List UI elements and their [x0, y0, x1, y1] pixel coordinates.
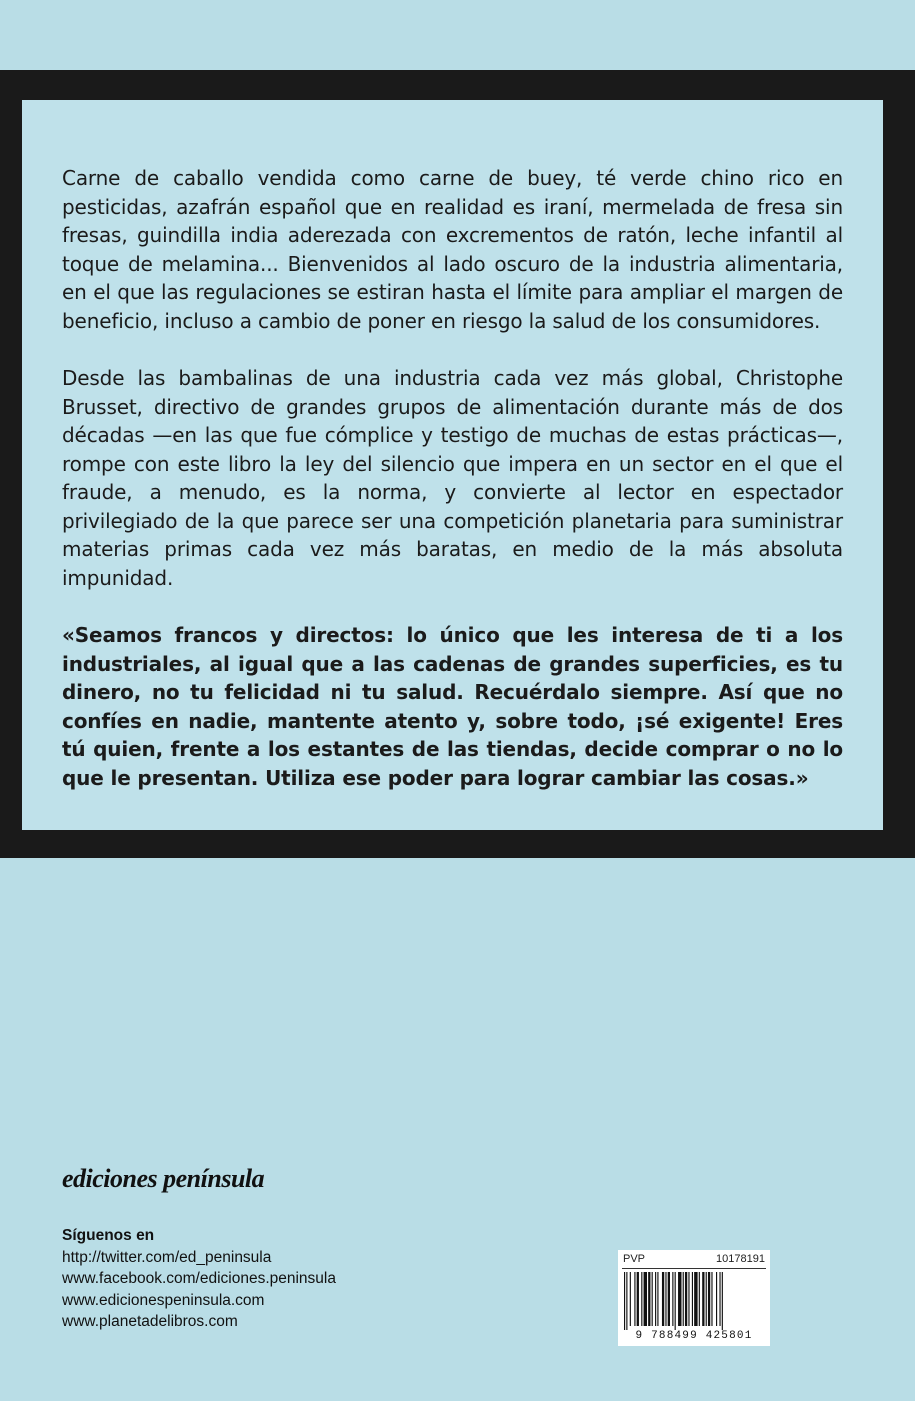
- synopsis-paragraph-2: Desde las bambalinas de una industria cada vez más global, Christophe Brusset, directivo de grandes grupos de alimentación durante más de dos décadas —en las que fue cómplice y testigo de muchas de estas prácticas—, rompe con este libro la ley del silencio que impera en un sector en el que el fraude, a menudo, es la norma, y convierte al lector en espectador privilegiado de la que parece ser una competición planetaria para suministrar materias primas cada vez más baratas, en medio de la más absoluta impunidad.: [62, 366, 843, 590]
- follow-us-block: [62, 1225, 336, 1333]
- isbn-digits: 9 788499 425801: [635, 1330, 753, 1342]
- price-code: 10178191: [716, 1253, 765, 1265]
- link-twitter[interactable]: http://twitter.com/ed_peninsula: [62, 1248, 272, 1266]
- follow-heading: Síguenos en: [62, 1227, 155, 1244]
- barcode-icon: [624, 1272, 764, 1330]
- synopsis-panel: [22, 100, 883, 830]
- synopsis-paragraph-1: Carne de caballo vendida como carne de buey, té verde chino rico en pesticidas, azafrán español que en realidad es iraní, mermelada de fresa sin fresas, guindilla india aderezada con excrementos de ratón, leche infantil al toque de melamina... Bienvenidos al lado oscuro de la industria alimentaria, en el que las regulaciones se estiran hasta el límite para ampliar el margen de beneficio, incluso a cambio de poner en riesgo la salud de los consumidores.: [62, 166, 843, 333]
- price-separator: [622, 1268, 766, 1269]
- link-publisher-site[interactable]: www.edicionespeninsula.com: [62, 1291, 265, 1309]
- barcode-sticker: [618, 1250, 770, 1346]
- link-planetadelibros[interactable]: www.planetadelibros.com: [62, 1313, 238, 1330]
- text-frame: [0, 70, 915, 858]
- author-quote: «Seamos francos y directos: lo único que les interesa de ti a los industriales, al igual que a las cadenas de grandes superficies, es tu dinero, no tu felicidad ni tu salud. Recuérdalo siempre. Así que no confíes en nadie, mantente atento y, sobre todo, ¡sé exigente! Eres tú quien, frente a los estantes de las tiendas, decide comprar o no lo que le presentan. Utiliza ese poder para lograr cambiar las cosas.»: [62, 623, 843, 790]
- price-label: PVP: [623, 1253, 646, 1265]
- price-row: [623, 1253, 765, 1265]
- publisher-logo: ediciones península: [62, 1164, 265, 1193]
- link-facebook[interactable]: www.facebook.com/ediciones.peninsula: [62, 1270, 336, 1287]
